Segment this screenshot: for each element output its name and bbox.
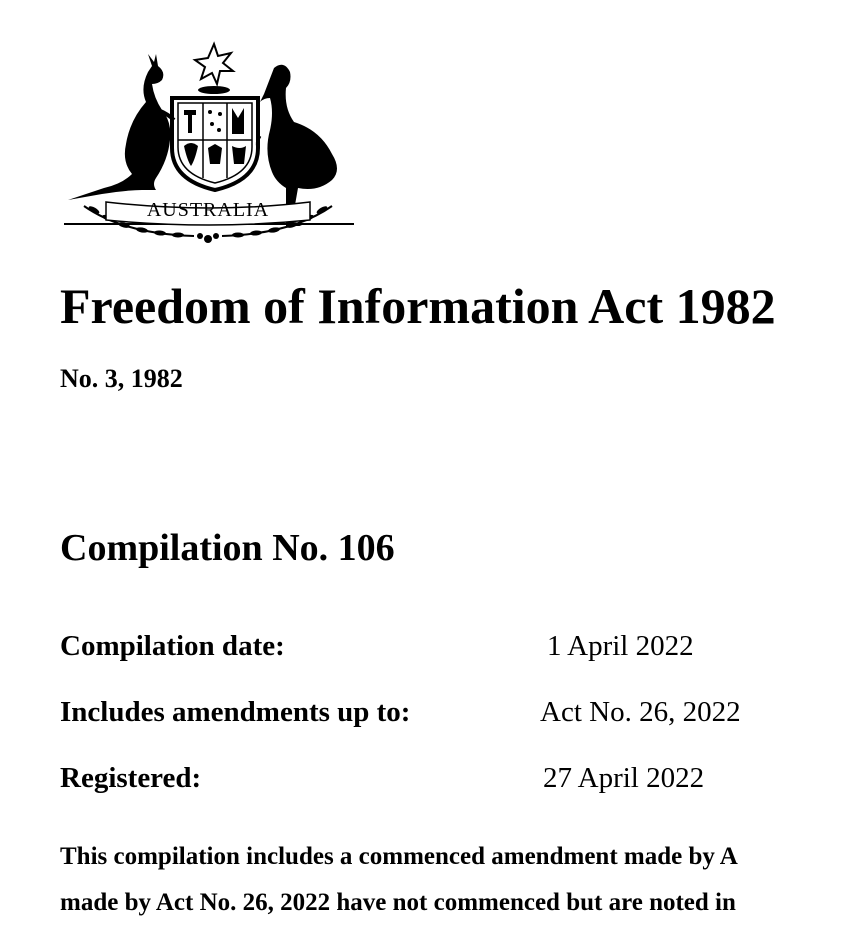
compilation-date-value: 1 April 2022 — [547, 630, 694, 662]
compilation-note-line: This compilation includes a commenced amendment made by A — [60, 843, 738, 870]
registered-label: Registered: — [60, 762, 202, 794]
compilation-note — [60, 834, 854, 926]
registered-value: 27 April 2022 — [543, 762, 705, 794]
compilation-date-label: Compilation date: — [60, 630, 285, 662]
document-title: Freedom of Information Act 1982 — [60, 278, 776, 334]
australian-coat-of-arms-icon — [60, 40, 356, 248]
compilation-heading: Compilation No. 106 — [60, 527, 395, 569]
compilation-note-line: made by Act No. 26, 2022 have not commenced but are noted in — [60, 889, 736, 916]
crest-banner-text: AUSTRALIA — [146, 199, 270, 221]
registered-row — [60, 758, 854, 798]
amendments-row — [60, 692, 854, 732]
amendments-value: Act No. 26, 2022 — [540, 696, 741, 728]
amendments-label: Includes amendments up to: — [60, 696, 411, 728]
compilation-date-row — [60, 626, 854, 666]
act-number: No. 3, 1982 — [60, 364, 183, 393]
